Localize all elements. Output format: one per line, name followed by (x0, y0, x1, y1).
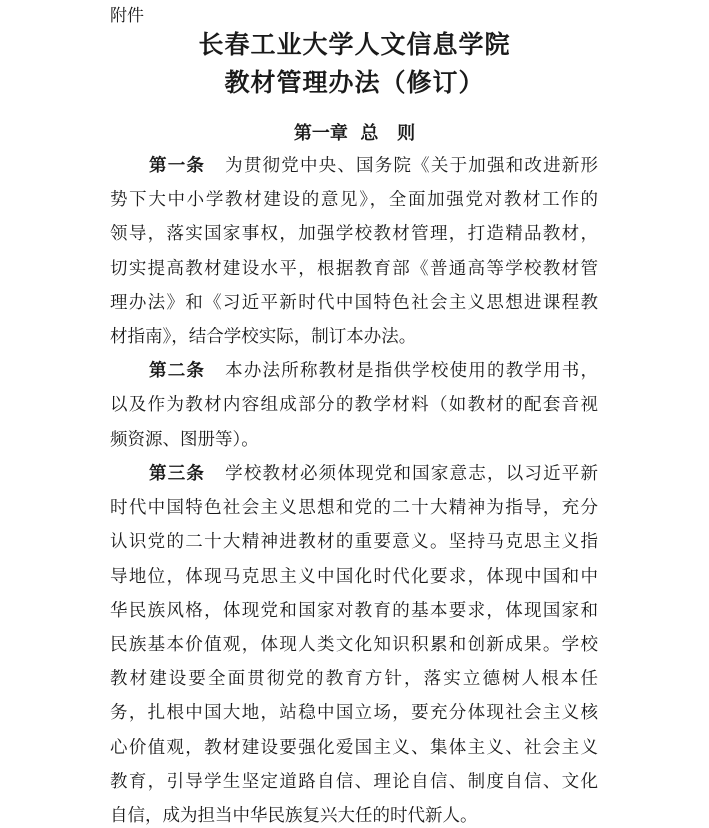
article-3-line-6: 民族基本价值观，体现人类文化知识积累和创新成果。学校 (110, 635, 598, 655)
article-2-line-2: 以及作为教材内容组成部分的教学材料（如教材的配套音视 (110, 395, 598, 415)
article-1-line-4: 切实提高教材建设水平，根据教育部《普通高等学校教材管 (110, 259, 598, 279)
article-1-line-3: 领导，落实国家事权，加强学校教材管理，打造精品教材， (110, 224, 598, 244)
article-3-line-2: 时代中国特色社会主义思想和党的二十大精神为指导，充分 (110, 498, 598, 518)
article-3-line-4: 导地位，体现马克思主义中国化时代化要求，体现中国和中 (110, 567, 598, 587)
article-3-line-7: 教材建设要全面贯彻党的教育方针，落实立德树人根本任 (110, 669, 598, 689)
article-3-line-1: 第三条 学校教材必须体现党和国家意志，以习近平新 (149, 464, 598, 484)
article-2-heading: 第二条 (149, 361, 206, 381)
article-1-line-6: 材指南》，结合学校实际，制订本办法。 (110, 327, 417, 347)
article-3-line-3: 认识党的二十大精神进教材的重要意义。坚持马克思主义指 (110, 532, 598, 552)
article-1-line-5: 理办法》和《习近平新时代中国特色社会主义思想进课程教 (110, 293, 598, 313)
article-1-line-1: 第一条 为贯彻党中央、国务院《关于加强和改进新形 (149, 156, 598, 176)
article-1-heading: 第一条 (149, 156, 206, 176)
document-title-line-1: 长春工业大学人文信息学院 (198, 30, 511, 59)
article-3-line-11: 自信，成为担当中华民族复兴大任的时代新人。 (110, 806, 478, 826)
attachment-label: 附件 (110, 6, 144, 26)
article-3-line-8: 务，扎根中国大地，站稳中国立场，要充分体现社会主义核 (110, 703, 598, 723)
article-2-line-1: 第二条 本办法所称教材是指供学校使用的教学用书， (149, 361, 598, 381)
article-3-line-9: 心价值观，教材建设要强化爱国主义、集体主义、社会主义 (110, 738, 598, 758)
article-3-line-10: 教育，引导学生坚定道路自信、理论自信、制度自信、文化 (110, 772, 598, 792)
article-3-line-5: 华民族风格，体现党和国家对教育的基本要求，体现国家和 (110, 601, 598, 621)
chapter-heading: 第一章 总 则 (293, 123, 416, 144)
document-title-line-2: 教材管理办法（修订） (224, 68, 485, 97)
article-2-line-3: 频资源、图册等）。 (110, 430, 259, 450)
article-3-heading: 第三条 (149, 464, 206, 484)
article-1-line-2: 势下大中小学教材建设的意见》，全面加强党对教材工作的 (110, 190, 598, 210)
